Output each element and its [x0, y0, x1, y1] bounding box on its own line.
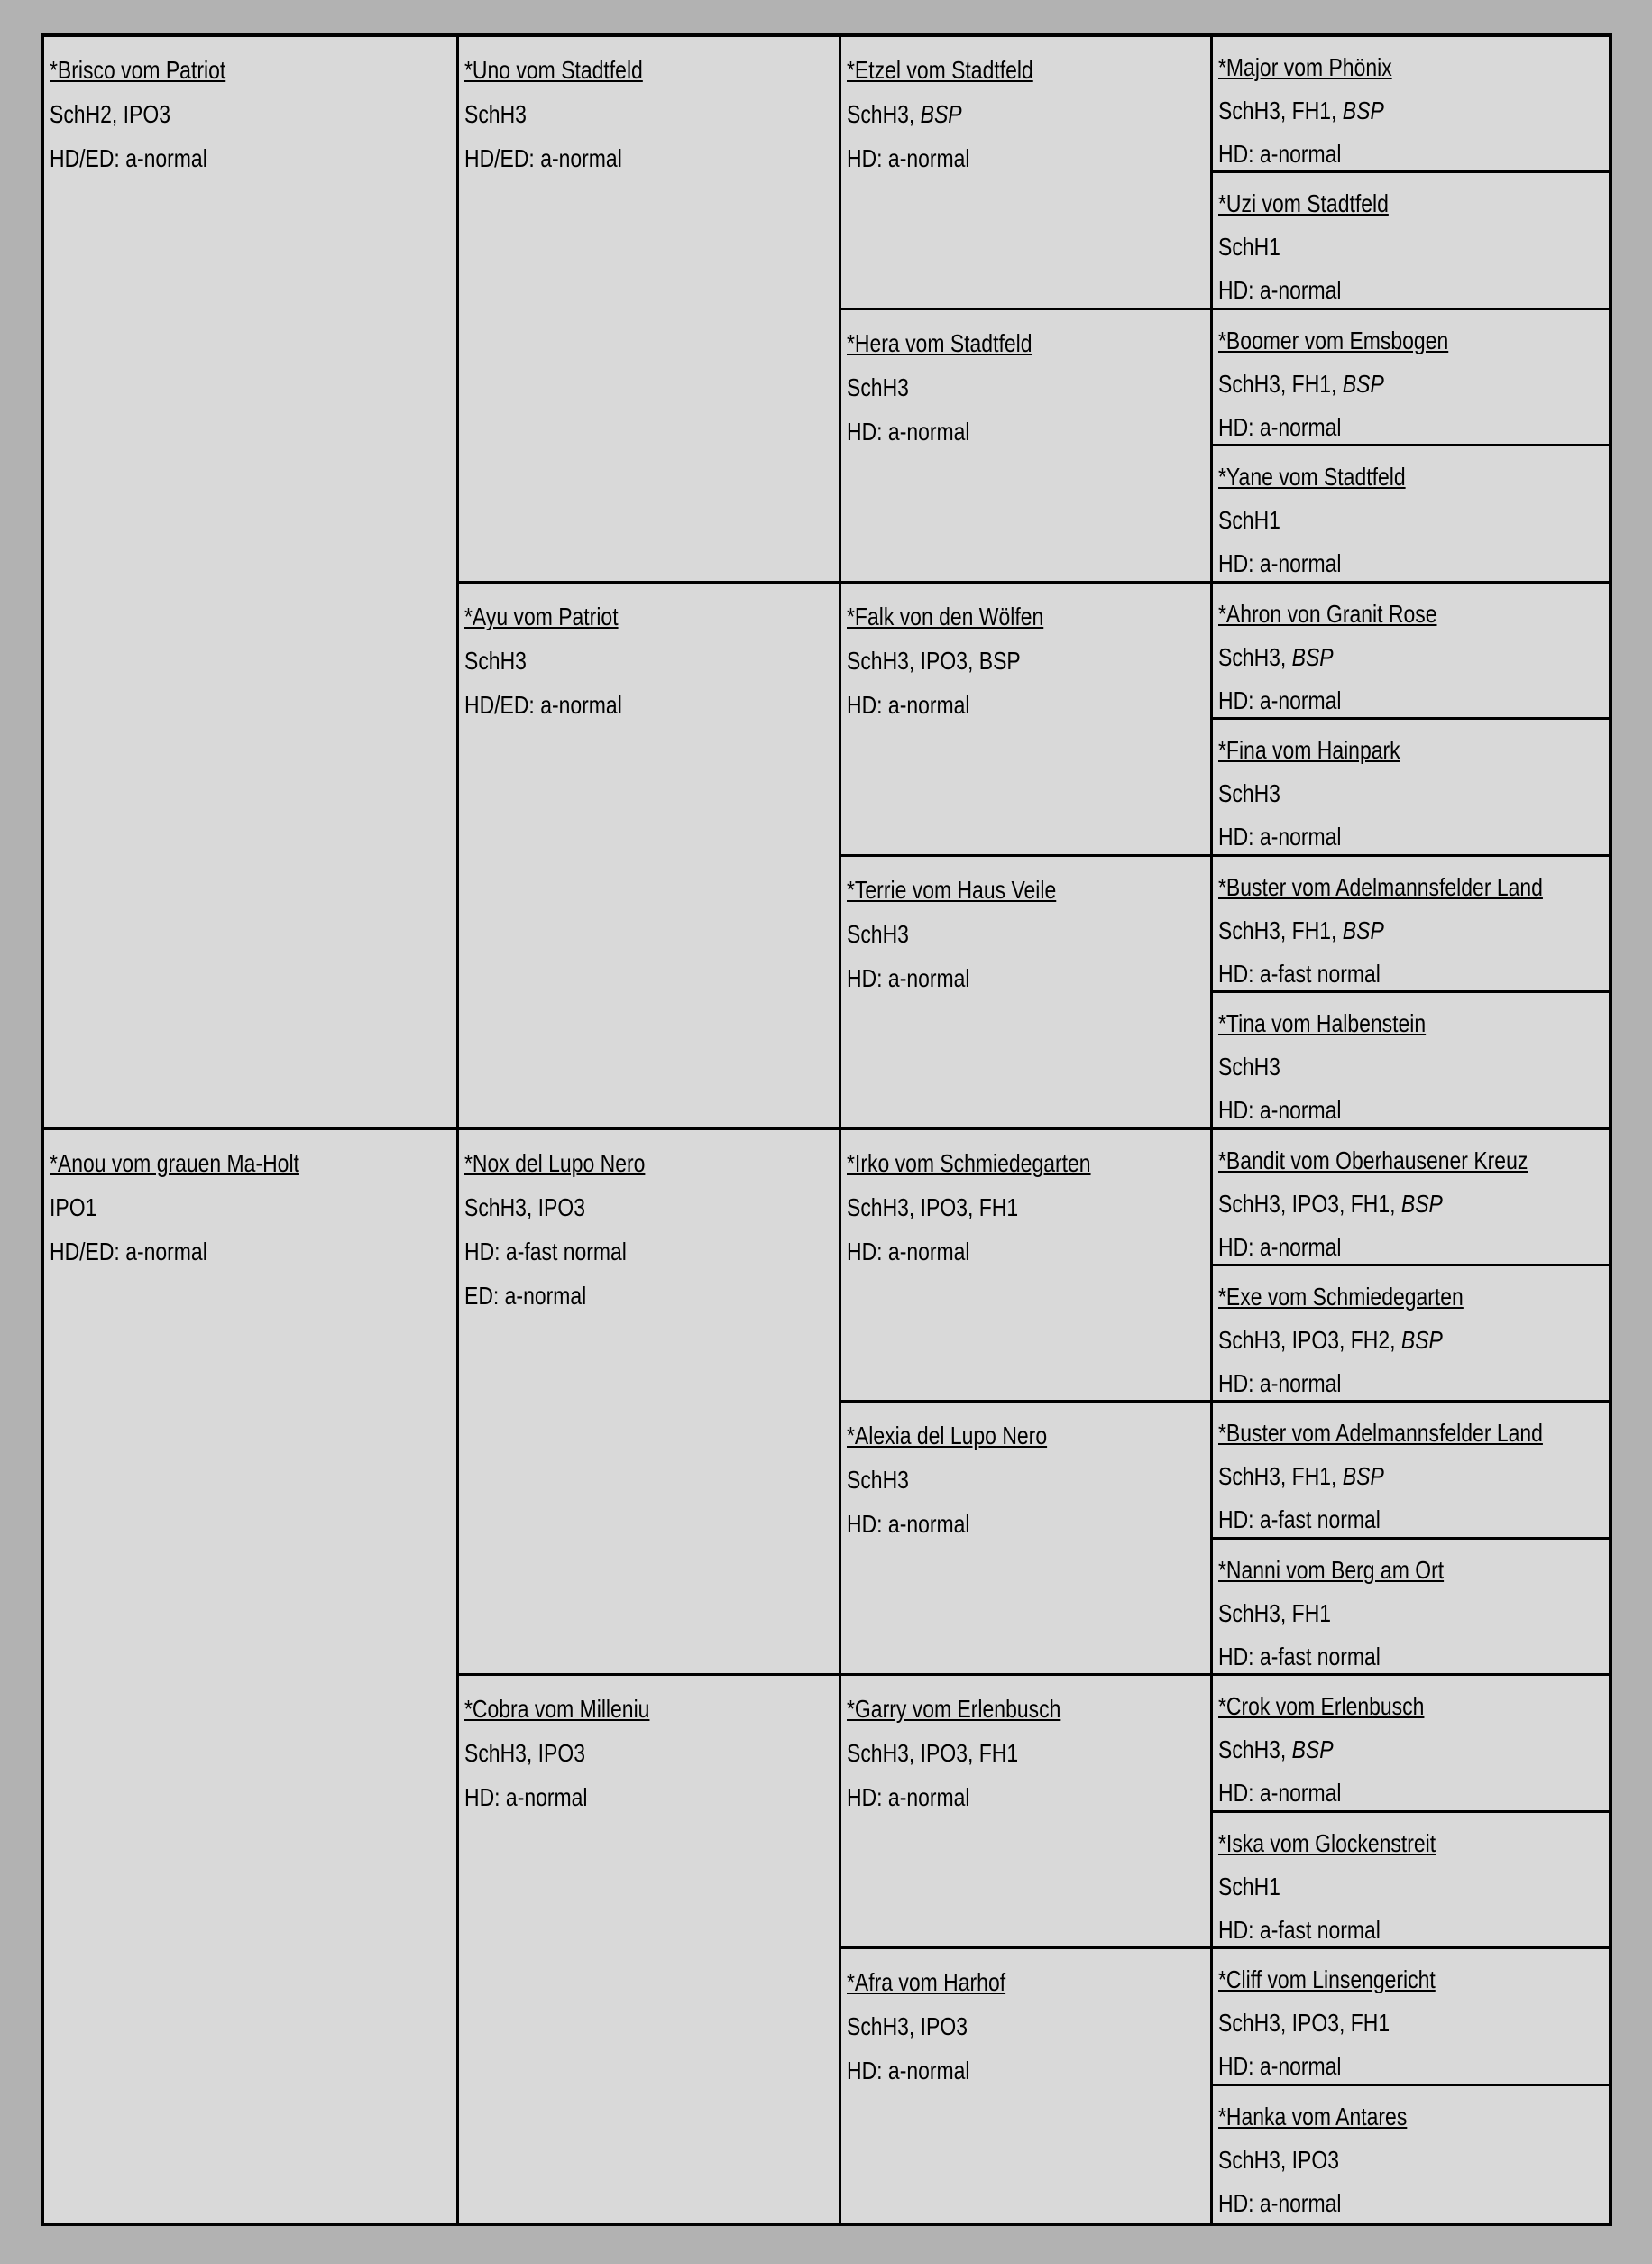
health-text: HD: a-normal — [1218, 140, 1342, 168]
pedigree-cell-gen4 — [1213, 1949, 1609, 2085]
health-text: HD: a-normal — [847, 963, 970, 992]
health-text: HD/ED: a-normal — [50, 1237, 207, 1265]
dog-name: *Afra vom Harhof — [847, 1968, 1006, 1997]
health-text: HD: a-normal — [847, 1510, 970, 1539]
dog-name: *Exe vom Schmiedegarten — [1218, 1282, 1464, 1311]
health-text: HD: a-normal — [1218, 2052, 1342, 2081]
health-text: HD: a-normal — [847, 417, 970, 446]
dog-name: *Irko vom Schmiedegarten — [847, 1148, 1091, 1177]
pedigree-cell-gen4 — [1213, 993, 1609, 1129]
titles-text: SchH3, IPO3 — [464, 1192, 585, 1221]
titles-text: SchH3, IPO3 — [847, 2012, 968, 2041]
titles-text: SchH3, IPO3 — [1218, 2145, 1339, 2174]
dog-name: *Buster vom Adelmannsfelder Land — [1218, 872, 1543, 901]
dog-name: *Uno vom Stadtfeld — [464, 56, 643, 84]
pedigree-cell-gen3 — [841, 584, 1213, 857]
titles-text: SchH1 — [1218, 1872, 1280, 1900]
dog-name: *Tina vom Halbenstein — [1218, 1009, 1427, 1038]
health-text: HD: a-normal — [1218, 686, 1342, 714]
health-text: HD/ED: a-normal — [464, 144, 622, 172]
titles-text: SchH3, IPO3, FH1 — [1218, 2009, 1390, 2038]
titles-text: SchH3, IPO3, FH1 — [847, 1739, 1019, 1768]
pedigree-cell-gen4 — [1213, 720, 1609, 856]
dog-name: *Etzel vom Stadtfeld — [847, 56, 1033, 84]
health-text: HD: a-normal — [847, 1783, 970, 1812]
pedigree-cell-gen2 — [459, 1676, 841, 2223]
health-text: HD: a-fast normal — [1218, 1642, 1381, 1670]
pedigree-cell-gen3 — [841, 37, 1213, 310]
titles-text: SchH3, IPO3 — [464, 1739, 585, 1768]
dog-name: *Hanka vom Antares — [1218, 2102, 1408, 2131]
titles-text: SchH3, FH1, BSP — [1218, 1462, 1384, 1491]
health-text: HD: a-fast normal — [1218, 1505, 1381, 1534]
dog-name: *Major vom Phönix — [1218, 53, 1392, 81]
titles-text: SchH3 — [1218, 779, 1280, 808]
dog-name: *Ayu vom Patriot — [464, 602, 619, 630]
pedigree-cell-gen3 — [841, 1403, 1213, 1676]
pedigree-cell-gen4 — [1213, 2086, 1609, 2223]
health-text: HD: a-normal — [847, 690, 970, 719]
titles-text: SchH3 — [847, 1466, 909, 1495]
titles-text: SchH3 — [847, 919, 909, 948]
dog-name: *Fina vom Hainpark — [1218, 736, 1400, 765]
health-text: HD: a-normal — [1218, 2188, 1342, 2217]
pedigree-cell-gen2 — [459, 1130, 841, 1677]
dog-name: *Iska vom Glockenstreit — [1218, 1828, 1436, 1857]
health-text: HD: a-normal — [1218, 549, 1342, 578]
health-text: HD: a-normal — [1218, 412, 1342, 441]
pedigree-cell-gen4 — [1213, 1130, 1609, 1266]
pedigree-cell-gen4 — [1213, 1540, 1609, 1676]
health-text: HD: a-fast normal — [1218, 1915, 1381, 1944]
dog-name: *Falk von den Wölfen — [847, 602, 1044, 630]
pedigree-cell-gen4 — [1213, 310, 1609, 446]
health-text: HD: a-normal — [1218, 1232, 1342, 1261]
dog-name: *Anou vom grauen Ma-Holt — [50, 1148, 299, 1177]
titles-text: IPO1 — [50, 1192, 97, 1221]
health-text: HD: a-normal — [1218, 276, 1342, 305]
dog-name: *Cobra vom Milleniu — [464, 1695, 650, 1724]
dog-name: *Terrie vom Haus Veile — [847, 875, 1057, 904]
titles-text: SchH3, BSP — [847, 100, 962, 128]
titles-text: SchH3, BSP — [1218, 1735, 1334, 1764]
pedigree-cell-gen3 — [841, 857, 1213, 1130]
health-text: HD: a-fast normal — [464, 1237, 627, 1265]
health-text: HD: a-normal — [464, 1783, 588, 1812]
dog-name: *Garry vom Erlenbusch — [847, 1695, 1061, 1724]
dog-name: *Cliff vom Linsengericht — [1218, 1965, 1436, 1994]
pedigree-cell-gen4 — [1213, 446, 1609, 583]
health-text: HD: a-normal — [847, 2057, 970, 2085]
titles-text: SchH3, IPO3, BSP — [847, 646, 1021, 675]
health-text: HD: a-fast normal — [1218, 959, 1381, 988]
health-text: HD: a-normal — [1218, 1096, 1342, 1125]
dog-name: *Brisco vom Patriot — [50, 56, 226, 84]
dog-name: *Nanni vom Berg am Ort — [1218, 1555, 1445, 1584]
titles-text: SchH3 — [464, 100, 527, 128]
dog-name: *Yane vom Stadtfeld — [1218, 463, 1406, 492]
dog-name: *Ahron von Granit Rose — [1218, 599, 1437, 628]
pedigree-cell-gen3 — [841, 1676, 1213, 1949]
pedigree-cell-gen4 — [1213, 1676, 1609, 1812]
titles-text: SchH3, FH1, BSP — [1218, 916, 1384, 944]
pedigree-cell-gen4 — [1213, 1403, 1609, 1539]
health-text: ED: a-normal — [464, 1281, 587, 1310]
pedigree-cell-gen2 — [459, 584, 841, 1130]
dog-name: *Alexia del Lupo Nero — [847, 1422, 1048, 1450]
dog-name: *Bandit vom Oberhausener Kreuz — [1218, 1146, 1528, 1174]
health-text: HD/ED: a-normal — [50, 144, 207, 172]
pedigree-cell-gen4 — [1213, 37, 1609, 173]
pedigree-cell-gen3 — [841, 1130, 1213, 1403]
pedigree-cell-gen3 — [841, 1949, 1213, 2223]
pedigree-table — [41, 33, 1612, 2226]
pedigree-cell-gen4 — [1213, 857, 1609, 993]
pedigree-cell-gen4 — [1213, 1266, 1609, 1403]
titles-text: SchH3, FH1, BSP — [1218, 369, 1384, 398]
dog-name: *Crok vom Erlenbusch — [1218, 1692, 1425, 1721]
pedigree-cell-gen1 — [44, 1130, 459, 2223]
titles-text: SchH1 — [1218, 506, 1280, 535]
titles-text: SchH3, IPO3, FH1 — [847, 1192, 1019, 1221]
pedigree-cell-gen1 — [44, 37, 459, 1130]
health-text: HD: a-normal — [1218, 1779, 1342, 1808]
titles-text: SchH3, FH1 — [1218, 1598, 1332, 1627]
titles-text: SchH1 — [1218, 233, 1280, 262]
pedigree-cell-gen4 — [1213, 1813, 1609, 1949]
dog-name: *Buster vom Adelmannsfelder Land — [1218, 1419, 1543, 1448]
dog-name: *Nox del Lupo Nero — [464, 1148, 646, 1177]
pedigree-cell-gen4 — [1213, 173, 1609, 309]
titles-text: SchH3 — [847, 373, 909, 401]
titles-text: SchH3 — [1218, 1053, 1280, 1081]
dog-name: *Hera vom Stadtfeld — [847, 328, 1032, 357]
titles-text: SchH3 — [464, 646, 527, 675]
health-text: HD: a-normal — [1218, 823, 1342, 851]
health-text: HD: a-normal — [847, 1237, 970, 1265]
dog-name: *Uzi vom Stadtfeld — [1218, 189, 1389, 218]
titles-text: SchH2, IPO3 — [50, 100, 170, 128]
titles-text: SchH3, IPO3, FH2, BSP — [1218, 1325, 1443, 1354]
pedigree-cell-gen2 — [459, 37, 841, 584]
titles-text: SchH3, FH1, BSP — [1218, 97, 1384, 124]
health-text: HD/ED: a-normal — [464, 690, 622, 719]
dog-name: *Boomer vom Emsbogen — [1218, 326, 1449, 354]
pedigree-cell-gen4 — [1213, 584, 1609, 720]
pedigree-cell-gen3 — [841, 310, 1213, 584]
titles-text: SchH3, IPO3, FH1, BSP — [1218, 1189, 1443, 1218]
health-text: HD: a-normal — [1218, 1368, 1342, 1397]
titles-text: SchH3, BSP — [1218, 642, 1334, 671]
health-text: HD: a-normal — [847, 144, 970, 172]
